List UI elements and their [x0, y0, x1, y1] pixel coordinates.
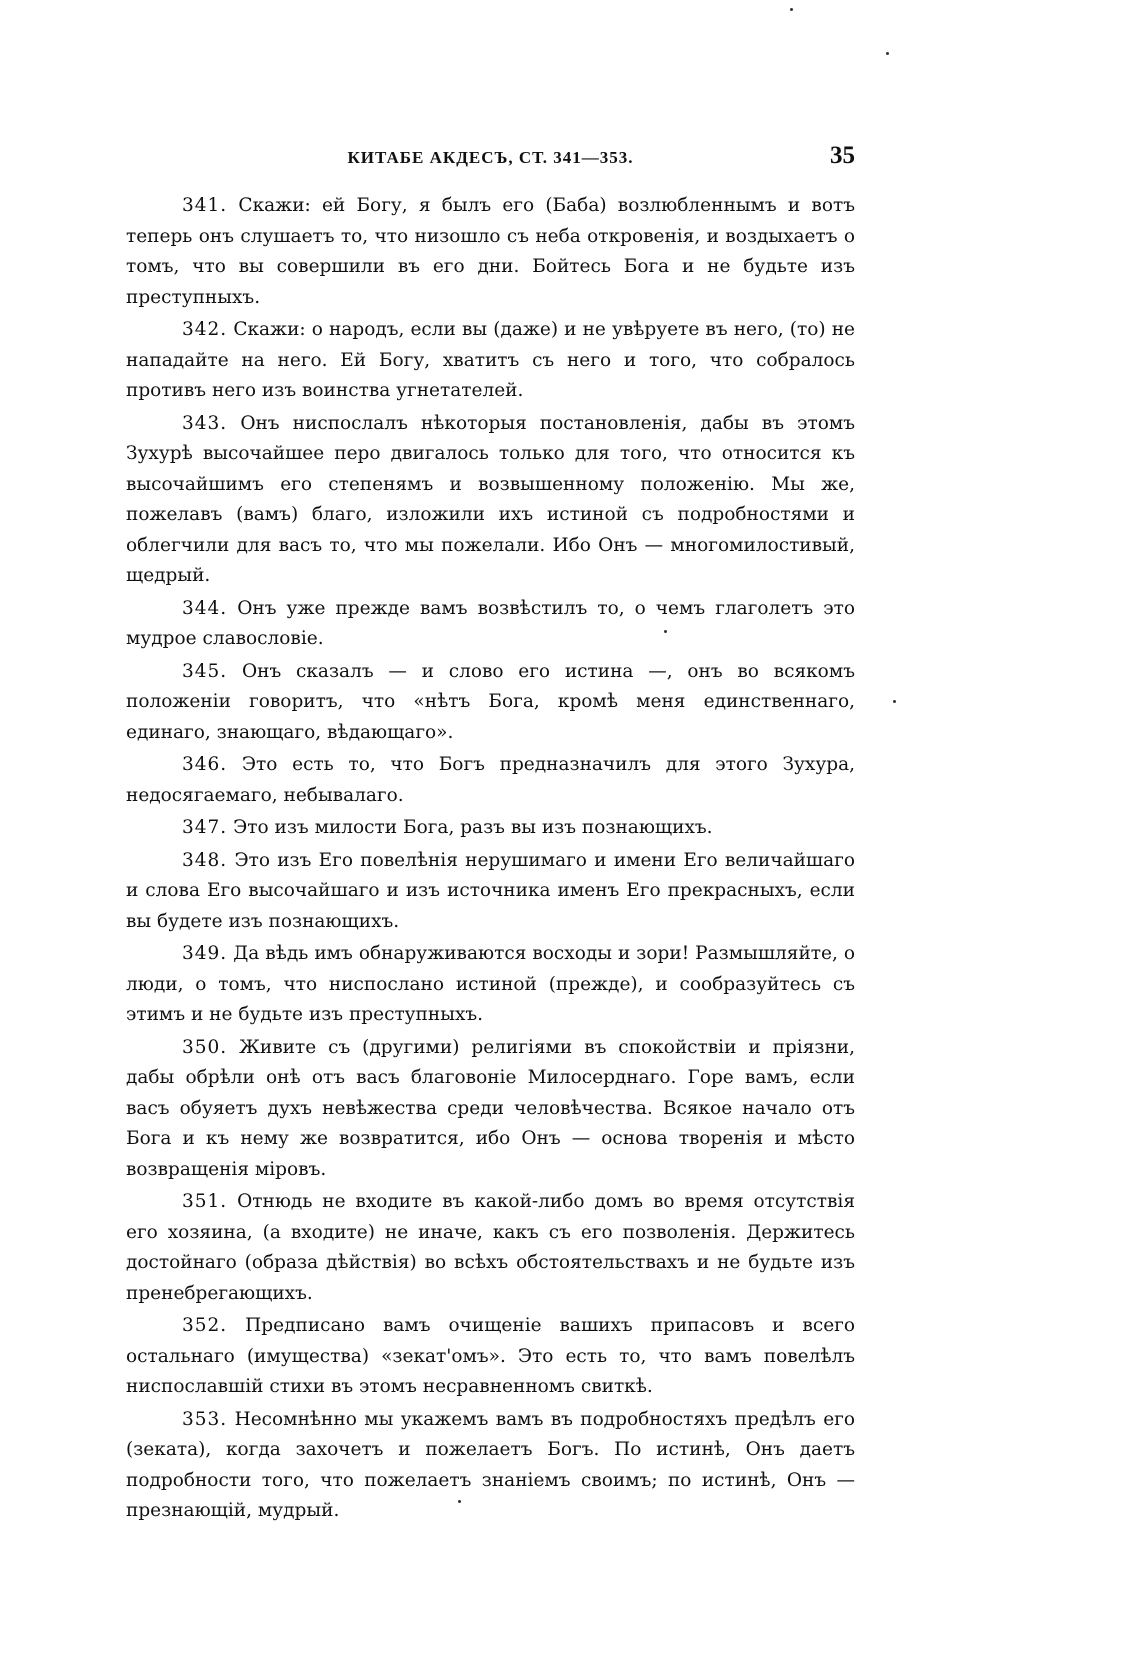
page-number: 35 — [830, 142, 855, 169]
verse-text: Это есть то, что Богъ предназначилъ для этого Зухура, недосягаемаго, небывалаго. — [126, 754, 855, 806]
verse-text: Онъ уже прежде вамъ возвѣстилъ то, о чемъ глаголетъ это мудрое славословіе. — [126, 597, 855, 649]
scan-speck — [893, 700, 896, 703]
running-title: КИТАБЕ АКДЕСЪ, СТ. 341—353. — [347, 148, 634, 167]
verse-list — [126, 191, 855, 1529]
scan-speck — [664, 630, 667, 633]
verse-353 — [126, 1405, 855, 1527]
verse-352 — [126, 1311, 855, 1403]
verse-347 — [126, 813, 855, 844]
verse-351 — [126, 1187, 855, 1309]
verse-number: 351. — [182, 1191, 228, 1212]
verse-number: 348. — [182, 849, 228, 871]
verse-number: 350. — [182, 1036, 228, 1058]
page-header — [126, 142, 855, 176]
verse-number: 349. — [182, 943, 228, 964]
scan-speck — [458, 1500, 461, 1503]
verse-number: 344. — [182, 597, 228, 619]
verse-text: Скажи: ей Богу, я былъ его (Баба) возлюбленнымъ и вотъ теперь онъ слушаетъ то, что низошло съ неба откровенія, и воздыхаетъ о томъ, что вы совершили въ его дни. Бойтесь Бога и не будьте изъ преступныхъ. — [126, 195, 855, 308]
verse-text: Да вѣдь имъ обнаруживаются восходы и зори! Размышляйте, о люди, о томъ, что ниспослано истиной (прежде), и сообразуйтесь съ этимъ и не будьте изъ преступныхъ. — [126, 943, 855, 1025]
verse-text: Несомнѣнно мы укажемъ вамъ въ подробностяхъ предѣлъ его (зеката), когда захочетъ и пожелаетъ Богъ. По истинѣ, Онъ даетъ подробности того, что пожелаетъ знаніемъ своимъ; по истинѣ, Онъ — презнающій, мудрый. — [126, 1408, 855, 1521]
verse-number: 353. — [182, 1408, 228, 1430]
verse-342 — [126, 315, 855, 407]
verse-text: Онъ ниспослалъ нѣкоторыя постановленія, дабы въ этомъ Зухурѣ высочайшее перо двигалось только для того, что относится къ высочайшимъ его степенямъ и возвышенному положенію. Мы же, пожелавъ (вамъ) благо, изложили ихъ истиной съ подробностями и облегчили для васъ то, что мы пожелали. Ибо Онъ — многомилостивый, щедрый. — [126, 412, 855, 586]
verse-number: 352. — [182, 1315, 228, 1336]
verse-346 — [126, 750, 855, 811]
verse-text: Предписано вамъ очищеніе вашихъ припасовъ и всего остальнаго (имущества) «зекат'омъ». Это есть то, что вамъ повелѣлъ ниспославшій стихи въ этомъ несравненномъ свиткѣ. — [126, 1315, 855, 1397]
verse-text: Живите съ (другими) религіями въ спокойствіи и пріязни, дабы обрѣли онѣ отъ васъ благовоніе Милосерднаго. Горе вамъ, если васъ обуяетъ духъ невѣжества среди человѣчества. Всякое начало отъ Бога и къ нему же возвратится, ибо Онъ — основа творенія и мѣсто возвращенія міровъ. — [126, 1036, 855, 1180]
verse-text: Отнюдь не входите въ какой-либо домъ во время отсутствія его хозяина, (а входите) не иначе, какъ съ его позволенія. Держитесь достойнаго (образа дѣйствія) во всѣхъ обстоятельствахъ и не будьте изъ пренебрегающихъ. — [126, 1191, 855, 1304]
verse-341 — [126, 191, 855, 313]
verse-344 — [126, 594, 855, 655]
verse-343 — [126, 409, 855, 592]
verse-349 — [126, 939, 855, 1031]
verse-text: Онъ сказалъ — и слово его истина —, онъ во всякомъ положеніи говоритъ, что «нѣтъ Бога, кромѣ меня единственнаго, единаго, знающаго, вѣдающаго». — [126, 660, 855, 743]
verse-text: Это изъ милости Бога, разъ вы изъ познающихъ. — [233, 817, 713, 838]
scan-speck — [886, 52, 889, 55]
scan-speck — [790, 8, 793, 11]
verse-number: 343. — [182, 412, 228, 434]
verse-number: 345. — [182, 660, 228, 682]
verse-350 — [126, 1033, 855, 1186]
verse-345 — [126, 657, 855, 749]
verse-348 — [126, 846, 855, 938]
verse-text: Это изъ Его повелѣнія нерушимаго и имени Его величайшаго и слова Его высочайшаго и изъ источника именъ Его прекрасныхъ, если вы будете изъ познающихъ. — [126, 849, 855, 932]
verse-text: Скажи: о народъ, если вы (даже) и не увѣруете въ него, (то) не нападайте на него. Ей Богу, хватитъ съ него и того, что собралось противъ него изъ воинства угнетателей. — [126, 319, 855, 401]
verse-number: 347. — [182, 817, 228, 838]
verse-number: 341. — [182, 195, 228, 216]
verse-number: 346. — [182, 754, 228, 775]
verse-number: 342. — [182, 319, 228, 340]
